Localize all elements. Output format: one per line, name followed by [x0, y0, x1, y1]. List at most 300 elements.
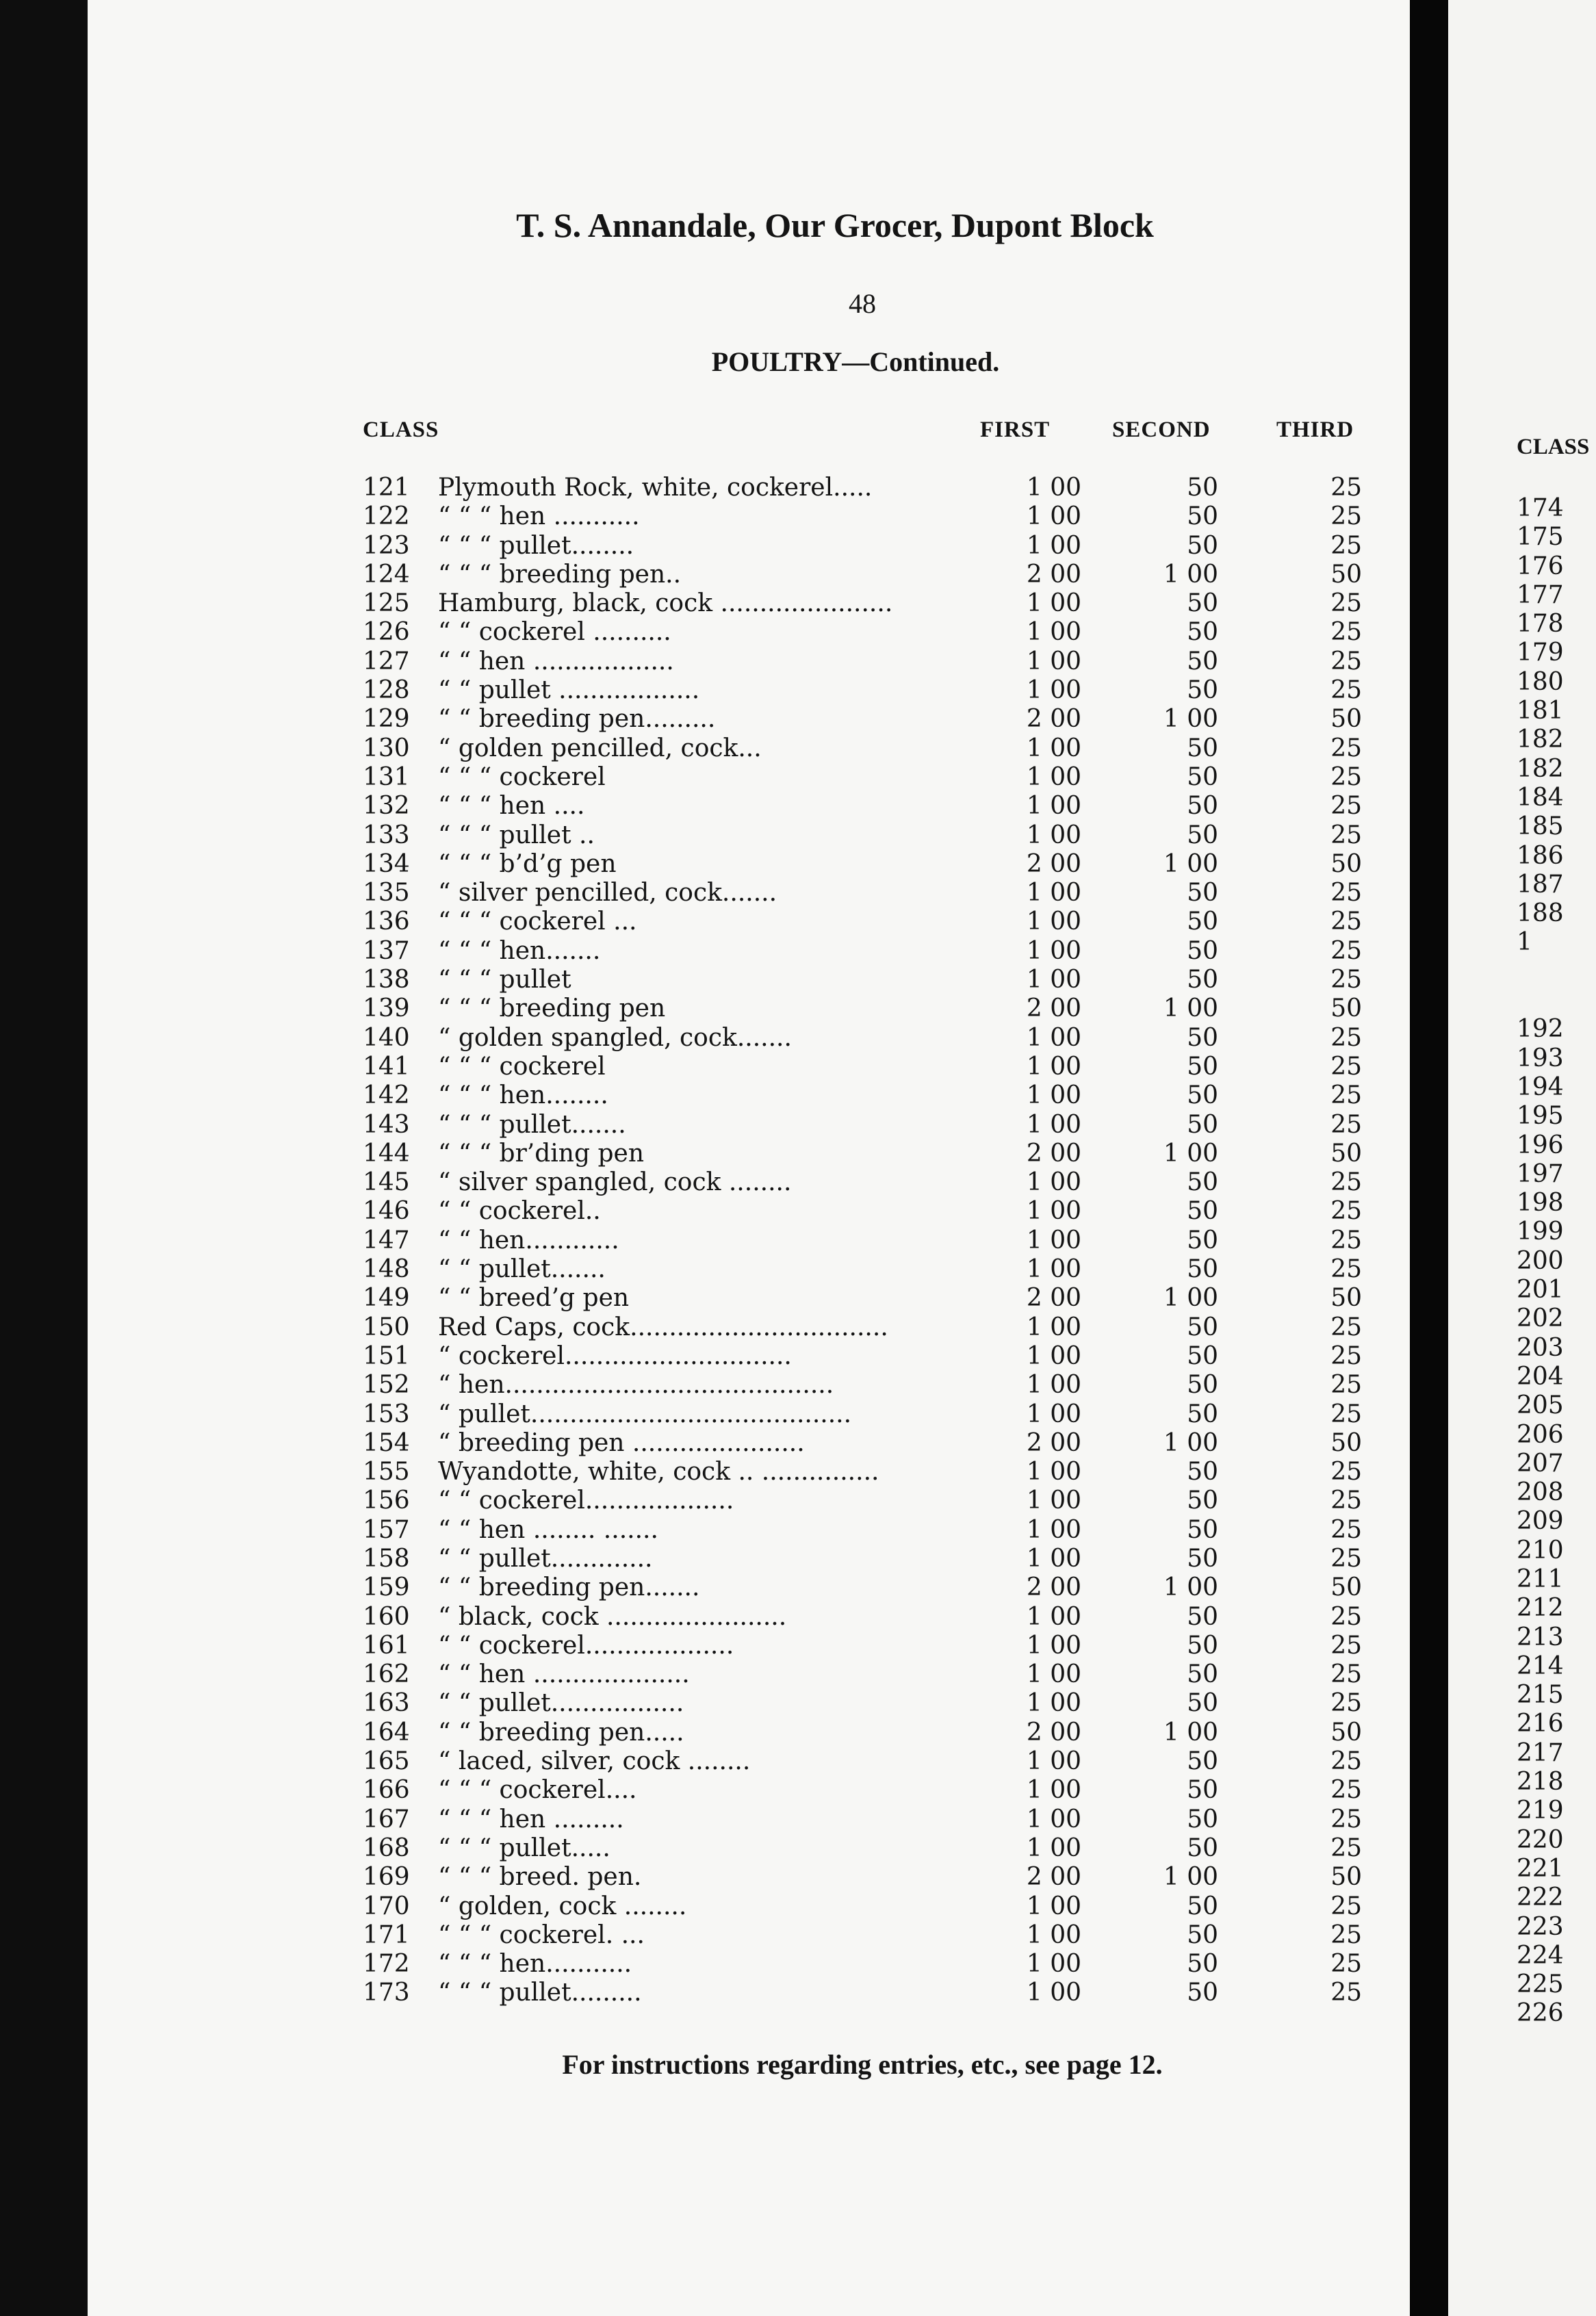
- entry-description: “ “ “ b’d’g pen: [438, 849, 617, 878]
- facing-class-number: 226: [1517, 1999, 1564, 2028]
- first-prize: 1 00: [1026, 908, 1081, 936]
- second-prize: 50: [1187, 502, 1218, 531]
- table-row: [0, 1081, 1410, 1110]
- table-row: [0, 1805, 1410, 1834]
- entry-description: “ silver pencilled, cock.......: [438, 879, 777, 908]
- entry-description: “ golden, cock ........: [438, 1892, 687, 1920]
- table-row: [0, 1140, 1410, 1168]
- facing-class-number: 184: [1517, 783, 1564, 812]
- class-number: 164: [363, 1718, 410, 1747]
- class-number: 160: [363, 1602, 410, 1631]
- class-number: 157: [363, 1515, 410, 1544]
- entry-description: “ “ “ hen...........: [438, 1950, 632, 1979]
- second-prize: 1 00: [1163, 1718, 1218, 1747]
- class-number: 134: [363, 849, 410, 878]
- third-prize: 25: [1330, 966, 1362, 994]
- first-prize: 1 00: [1026, 1081, 1081, 1110]
- facing-class-number: 198: [1517, 1189, 1564, 1218]
- third-prize: 50: [1330, 849, 1362, 878]
- table-row: [0, 908, 1410, 936]
- first-prize: 2 00: [1026, 1573, 1081, 1602]
- third-prize: 25: [1330, 1834, 1362, 1862]
- facing-class-number: 199: [1517, 1218, 1564, 1246]
- entry-description: “ “ “ breed. pen.: [438, 1863, 642, 1892]
- second-prize: 50: [1187, 618, 1218, 647]
- first-prize: 1 00: [1026, 502, 1081, 531]
- facing-class-number: 211: [1517, 1565, 1564, 1593]
- second-prize: 50: [1187, 676, 1218, 705]
- table-row: [0, 676, 1410, 705]
- facing-class-number: 181: [1517, 697, 1564, 725]
- facing-class-number: 202: [1517, 1304, 1564, 1333]
- entry-description: “ laced, silver, cock ........: [438, 1747, 751, 1776]
- facing-class-number: 208: [1517, 1478, 1564, 1507]
- facing-class-number: 182: [1517, 754, 1564, 783]
- table-row: [0, 474, 1410, 502]
- second-prize: 1 00: [1163, 994, 1218, 1023]
- entry-description: “ “ hen............: [438, 1226, 619, 1254]
- entry-description: “ “ “ cockerel ...: [438, 908, 637, 936]
- prize-table: [0, 474, 1410, 2008]
- class-number: 132: [363, 792, 410, 821]
- second-prize: 50: [1187, 1458, 1218, 1487]
- table-row: [0, 1429, 1410, 1458]
- second-prize: 50: [1187, 879, 1218, 908]
- facing-class-number: 196: [1517, 1131, 1564, 1159]
- first-prize: 1 00: [1026, 618, 1081, 647]
- entry-description: “ “ “ cockerel: [438, 762, 606, 791]
- book-gutter: [1410, 0, 1448, 2316]
- facing-class-number: 201: [1517, 1276, 1564, 1304]
- table-row: [0, 705, 1410, 734]
- second-prize: 50: [1187, 1023, 1218, 1052]
- table-row: [0, 994, 1410, 1023]
- table-row: [0, 561, 1410, 589]
- facing-class-number: 220: [1517, 1825, 1564, 1854]
- entry-description: “ golden spangled, cock.......: [438, 1023, 792, 1052]
- facing-class-number: 221: [1517, 1854, 1564, 1883]
- second-prize: 50: [1187, 531, 1218, 560]
- second-prize: 50: [1187, 1371, 1218, 1400]
- class-number: 165: [363, 1747, 410, 1776]
- facing-class-number: 176: [1517, 552, 1564, 580]
- table-row: [0, 1313, 1410, 1342]
- second-prize: 50: [1187, 792, 1218, 821]
- entry-description: Red Caps, cock.................................: [438, 1313, 888, 1341]
- table-row: [0, 1545, 1410, 1573]
- third-prize: 25: [1330, 1052, 1362, 1081]
- second-prize: 1 00: [1163, 1139, 1218, 1168]
- second-prize: 50: [1187, 1400, 1218, 1428]
- table-row: [0, 1371, 1410, 1400]
- class-number: 172: [363, 1950, 410, 1979]
- third-prize: 25: [1330, 474, 1362, 502]
- facing-class-number: 204: [1517, 1362, 1564, 1391]
- facing-class-number: 185: [1517, 812, 1564, 841]
- first-prize: 1 00: [1026, 647, 1081, 676]
- second-prize: 50: [1187, 1515, 1218, 1544]
- entry-description: “ black, cock .......................: [438, 1602, 787, 1631]
- second-prize: 1 00: [1163, 849, 1218, 878]
- entry-description: “ “ cockerel...................: [438, 1631, 734, 1660]
- facing-class-number: 216: [1517, 1710, 1564, 1738]
- table-row: [0, 937, 1410, 966]
- third-prize: 25: [1330, 1458, 1362, 1487]
- first-prize: 1 00: [1026, 1110, 1081, 1139]
- facing-class-number: 197: [1517, 1159, 1564, 1188]
- facing-class-number: 182: [1517, 725, 1564, 754]
- third-prize: 25: [1330, 908, 1362, 936]
- first-prize: 2 00: [1026, 1428, 1081, 1457]
- class-number: 167: [363, 1805, 410, 1834]
- table-row: [0, 734, 1410, 763]
- facing-class-number: 203: [1517, 1333, 1564, 1362]
- class-number: 151: [363, 1341, 410, 1370]
- first-prize: 1 00: [1026, 821, 1081, 849]
- first-prize: 1 00: [1026, 474, 1081, 502]
- facing-class-number: 212: [1517, 1594, 1564, 1623]
- first-prize: 1 00: [1026, 1602, 1081, 1631]
- second-prize: 50: [1187, 474, 1218, 502]
- class-number: 149: [363, 1284, 410, 1313]
- entry-description: “ “ “ cockerel....: [438, 1776, 637, 1805]
- third-prize: 25: [1330, 618, 1362, 647]
- facing-class-number: 210: [1517, 1536, 1564, 1565]
- first-prize: 1 00: [1026, 1544, 1081, 1573]
- facing-class-number: 206: [1517, 1420, 1564, 1449]
- class-number: 135: [363, 879, 410, 908]
- entry-description: “ “ “ breeding pen: [438, 994, 666, 1023]
- table-row: [0, 1516, 1410, 1545]
- facing-class-number: [1517, 957, 1564, 986]
- first-prize: 1 00: [1026, 1226, 1081, 1254]
- table-row: [0, 1660, 1410, 1689]
- class-number: 133: [363, 821, 410, 849]
- facing-class-number: 224: [1517, 1941, 1564, 1970]
- facing-class-number: 175: [1517, 523, 1564, 552]
- facing-class-number: 209: [1517, 1507, 1564, 1536]
- third-prize: 50: [1330, 1284, 1362, 1313]
- first-prize: 1 00: [1026, 1747, 1081, 1776]
- table-row: [0, 647, 1410, 676]
- class-number: 136: [363, 908, 410, 936]
- second-prize: 50: [1187, 821, 1218, 849]
- third-prize: 25: [1330, 1515, 1362, 1544]
- table-row: [0, 1255, 1410, 1284]
- entry-description: “ “ “ hen.......: [438, 936, 601, 965]
- third-prize: 25: [1330, 1979, 1362, 2007]
- first-prize: 1 00: [1026, 1168, 1081, 1197]
- entry-description: “ “ breeding pen.........: [438, 705, 716, 734]
- second-prize: 1 00: [1163, 1863, 1218, 1892]
- section-title: POULTRY—Continued.: [711, 346, 1000, 377]
- second-prize: 50: [1187, 1226, 1218, 1254]
- class-number: 161: [363, 1631, 410, 1660]
- entry-description: “ “ “ pullet ..: [438, 821, 595, 849]
- facing-class-number: 188: [1517, 899, 1564, 928]
- third-prize: 25: [1330, 1689, 1362, 1718]
- first-prize: 1 00: [1026, 676, 1081, 705]
- class-number: 150: [363, 1313, 410, 1341]
- class-number: 168: [363, 1834, 410, 1862]
- third-prize: 25: [1330, 1081, 1362, 1110]
- first-prize: 1 00: [1026, 1197, 1081, 1226]
- first-prize: 1 00: [1026, 734, 1081, 762]
- second-prize: 50: [1187, 1255, 1218, 1284]
- first-prize: 2 00: [1026, 1284, 1081, 1313]
- class-number: 141: [363, 1052, 410, 1081]
- second-prize: 50: [1187, 1631, 1218, 1660]
- entry-description: Wyandotte, white, cock .. ...............: [438, 1458, 879, 1487]
- third-prize: 25: [1330, 1747, 1362, 1776]
- table-row: [0, 1719, 1410, 1747]
- class-number: 154: [363, 1428, 410, 1457]
- class-number: 124: [363, 560, 410, 589]
- first-prize: 1 00: [1026, 792, 1081, 821]
- third-prize: 25: [1330, 1602, 1362, 1631]
- first-prize: 1 00: [1026, 762, 1081, 791]
- first-prize: 1 00: [1026, 589, 1081, 618]
- second-prize: 1 00: [1163, 705, 1218, 734]
- class-number: 122: [363, 502, 410, 531]
- third-prize: 25: [1330, 1341, 1362, 1370]
- first-prize: 1 00: [1026, 1371, 1081, 1400]
- entry-description: “ breeding pen ......................: [438, 1428, 805, 1457]
- third-prize: 25: [1330, 936, 1362, 965]
- facing-class-number: 195: [1517, 1102, 1564, 1131]
- second-prize: 50: [1187, 1081, 1218, 1110]
- third-prize: 25: [1330, 1920, 1362, 1949]
- first-prize: 1 00: [1026, 1805, 1081, 1834]
- first-prize: 2 00: [1026, 705, 1081, 734]
- column-header-first: FIRST: [980, 417, 1051, 442]
- class-number: 162: [363, 1660, 410, 1689]
- facing-class-number: 180: [1517, 667, 1564, 696]
- facing-class-number: 225: [1517, 1970, 1564, 1999]
- second-prize: 50: [1187, 936, 1218, 965]
- facing-class-number: 214: [1517, 1651, 1564, 1680]
- entry-description: “ “ “ pullet.....: [438, 1834, 610, 1862]
- second-prize: 1 00: [1163, 560, 1218, 589]
- third-prize: 50: [1330, 1718, 1362, 1747]
- first-prize: 1 00: [1026, 531, 1081, 560]
- second-prize: 1 00: [1163, 1428, 1218, 1457]
- class-number: 143: [363, 1110, 410, 1139]
- table-row: [0, 821, 1410, 850]
- first-prize: 2 00: [1026, 1718, 1081, 1747]
- entry-description: “ “ breeding pen.....: [438, 1718, 684, 1747]
- facing-class-number: 207: [1517, 1449, 1564, 1478]
- third-prize: 25: [1330, 502, 1362, 531]
- advertiser-header: T. S. Annandale, Our Grocer, Dupont Block: [516, 206, 1154, 244]
- class-number: 159: [363, 1573, 410, 1602]
- class-number: 155: [363, 1458, 410, 1487]
- facing-class-number: 177: [1517, 580, 1564, 609]
- class-number: 137: [363, 936, 410, 965]
- first-prize: 1 00: [1026, 879, 1081, 908]
- first-prize: 1 00: [1026, 1487, 1081, 1515]
- entry-description: “ “ “ pullet: [438, 966, 571, 994]
- third-prize: 25: [1330, 1805, 1362, 1834]
- third-prize: 50: [1330, 1863, 1362, 1892]
- first-prize: 1 00: [1026, 1950, 1081, 1979]
- table-row: [0, 1834, 1410, 1863]
- class-number: 130: [363, 734, 410, 762]
- table-row: [0, 850, 1410, 879]
- third-prize: 25: [1330, 821, 1362, 849]
- entry-description: “ “ cockerel...................: [438, 1487, 734, 1515]
- entry-description: Hamburg, black, cock ......................: [438, 589, 893, 618]
- entry-description: “ “ pullet.......: [438, 1255, 606, 1284]
- third-prize: 50: [1330, 705, 1362, 734]
- entry-description: “ “ pullet.................: [438, 1689, 684, 1718]
- entry-description: “ “ cockerel ..........: [438, 618, 671, 647]
- second-prize: 50: [1187, 1313, 1218, 1341]
- second-prize: 50: [1187, 1602, 1218, 1631]
- second-prize: 50: [1187, 1950, 1218, 1979]
- entry-description: “ “ “ hen ...........: [438, 502, 640, 531]
- table-row: [0, 879, 1410, 908]
- third-prize: 25: [1330, 762, 1362, 791]
- entry-description: “ “ breed’g pen: [438, 1284, 630, 1313]
- first-prize: 1 00: [1026, 1023, 1081, 1052]
- second-prize: 50: [1187, 1544, 1218, 1573]
- third-prize: 25: [1330, 589, 1362, 618]
- entry-description: “ silver spangled, cock ........: [438, 1168, 792, 1197]
- table-row: [0, 589, 1410, 618]
- entry-description: “ “ pullet ..................: [438, 676, 700, 705]
- class-number: 128: [363, 676, 410, 705]
- third-prize: 25: [1330, 1660, 1362, 1689]
- first-prize: 1 00: [1026, 1400, 1081, 1428]
- table-row: [0, 1458, 1410, 1487]
- second-prize: 50: [1187, 966, 1218, 994]
- class-number: 171: [363, 1920, 410, 1949]
- third-prize: 25: [1330, 1950, 1362, 1979]
- entry-description: “ “ cockerel..: [438, 1197, 601, 1226]
- second-prize: 50: [1187, 908, 1218, 936]
- third-prize: 25: [1330, 792, 1362, 821]
- second-prize: 50: [1187, 762, 1218, 791]
- first-prize: 1 00: [1026, 1631, 1081, 1660]
- table-row: [0, 1342, 1410, 1371]
- table-row: [0, 1024, 1410, 1053]
- third-prize: 25: [1330, 1487, 1362, 1515]
- column-header-second: SECOND: [1112, 417, 1211, 442]
- first-prize: 1 00: [1026, 1979, 1081, 2007]
- second-prize: 50: [1187, 1747, 1218, 1776]
- third-prize: 25: [1330, 676, 1362, 705]
- entry-description: “ “ hen ..................: [438, 647, 674, 676]
- table-row: [0, 1197, 1410, 1226]
- first-prize: 1 00: [1026, 1776, 1081, 1805]
- entry-description: “ “ “ hen ....: [438, 792, 585, 821]
- first-prize: 2 00: [1026, 1863, 1081, 1892]
- class-number: 169: [363, 1863, 410, 1892]
- table-row: [0, 1863, 1410, 1892]
- class-number: 156: [363, 1487, 410, 1515]
- first-prize: 1 00: [1026, 1689, 1081, 1718]
- facing-class-number: 218: [1517, 1768, 1564, 1797]
- facing-class-number: 219: [1517, 1797, 1564, 1825]
- entry-description: “ “ “ pullet.........: [438, 1979, 642, 2007]
- second-prize: 50: [1187, 1805, 1218, 1834]
- table-row: [0, 1573, 1410, 1602]
- facing-class-number: 192: [1517, 1015, 1564, 1044]
- first-prize: 1 00: [1026, 1660, 1081, 1689]
- page-number: 48: [849, 288, 876, 319]
- third-prize: 25: [1330, 734, 1362, 762]
- column-header-third: THIRD: [1276, 417, 1354, 442]
- class-number: 152: [363, 1371, 410, 1400]
- facing-class-number: 174: [1517, 494, 1564, 522]
- third-prize: 25: [1330, 1400, 1362, 1428]
- second-prize: 50: [1187, 1341, 1218, 1370]
- facing-class-number: 179: [1517, 639, 1564, 667]
- third-prize: 50: [1330, 560, 1362, 589]
- table-row: [0, 1979, 1410, 2007]
- facing-class-number: 223: [1517, 1912, 1564, 1941]
- footer-note: For instructions regarding entries, etc., see page 12.: [562, 2049, 1163, 2080]
- facing-class-number: 200: [1517, 1246, 1564, 1275]
- facing-class-number: 205: [1517, 1391, 1564, 1420]
- facing-class-number: 222: [1517, 1883, 1564, 1912]
- first-prize: 1 00: [1026, 1313, 1081, 1341]
- table-row: [0, 966, 1410, 994]
- first-prize: 1 00: [1026, 1255, 1081, 1284]
- entry-description: “ “ “ hen .........: [438, 1805, 624, 1834]
- entry-description: “ pullet.........................................: [438, 1400, 852, 1428]
- third-prize: 50: [1330, 1428, 1362, 1457]
- class-number: 148: [363, 1255, 410, 1284]
- entry-description: “ “ “ hen........: [438, 1081, 608, 1110]
- entry-description: “ “ “ br’ding pen: [438, 1139, 645, 1168]
- entry-description: “ hen..........................................: [438, 1371, 834, 1400]
- class-number: 158: [363, 1544, 410, 1573]
- second-prize: 50: [1187, 1979, 1218, 2007]
- table-row: [0, 1053, 1410, 1081]
- class-number: 131: [363, 762, 410, 791]
- class-number: 163: [363, 1689, 410, 1718]
- entry-description: “ “ hen ........ .......: [438, 1515, 658, 1544]
- first-prize: 1 00: [1026, 1052, 1081, 1081]
- column-header-class: CLASS: [363, 417, 439, 442]
- first-prize: 1 00: [1026, 966, 1081, 994]
- third-prize: 25: [1330, 1197, 1362, 1226]
- first-prize: 2 00: [1026, 1139, 1081, 1168]
- third-prize: 50: [1330, 1573, 1362, 1602]
- entry-description: “ “ pullet.............: [438, 1544, 653, 1573]
- class-number: 144: [363, 1139, 410, 1168]
- class-number: 127: [363, 647, 410, 676]
- table-row: [0, 502, 1410, 531]
- table-row: [0, 1111, 1410, 1140]
- table-row: [0, 1632, 1410, 1660]
- entry-description: “ “ hen ....................: [438, 1660, 690, 1689]
- facing-class-numbers: [1517, 494, 1564, 2029]
- entry-description: “ “ “ breeding pen..: [438, 560, 682, 589]
- table-row: [0, 1284, 1410, 1313]
- facing-class-number: 186: [1517, 841, 1564, 870]
- facing-class-number: 1: [1517, 928, 1532, 957]
- table-row: [0, 1603, 1410, 1632]
- second-prize: 50: [1187, 1689, 1218, 1718]
- class-number: 153: [363, 1400, 410, 1428]
- entry-description: “ cockerel.............................: [438, 1341, 792, 1370]
- third-prize: 25: [1330, 1023, 1362, 1052]
- third-prize: 25: [1330, 1313, 1362, 1341]
- facing-class-number: 178: [1517, 610, 1564, 639]
